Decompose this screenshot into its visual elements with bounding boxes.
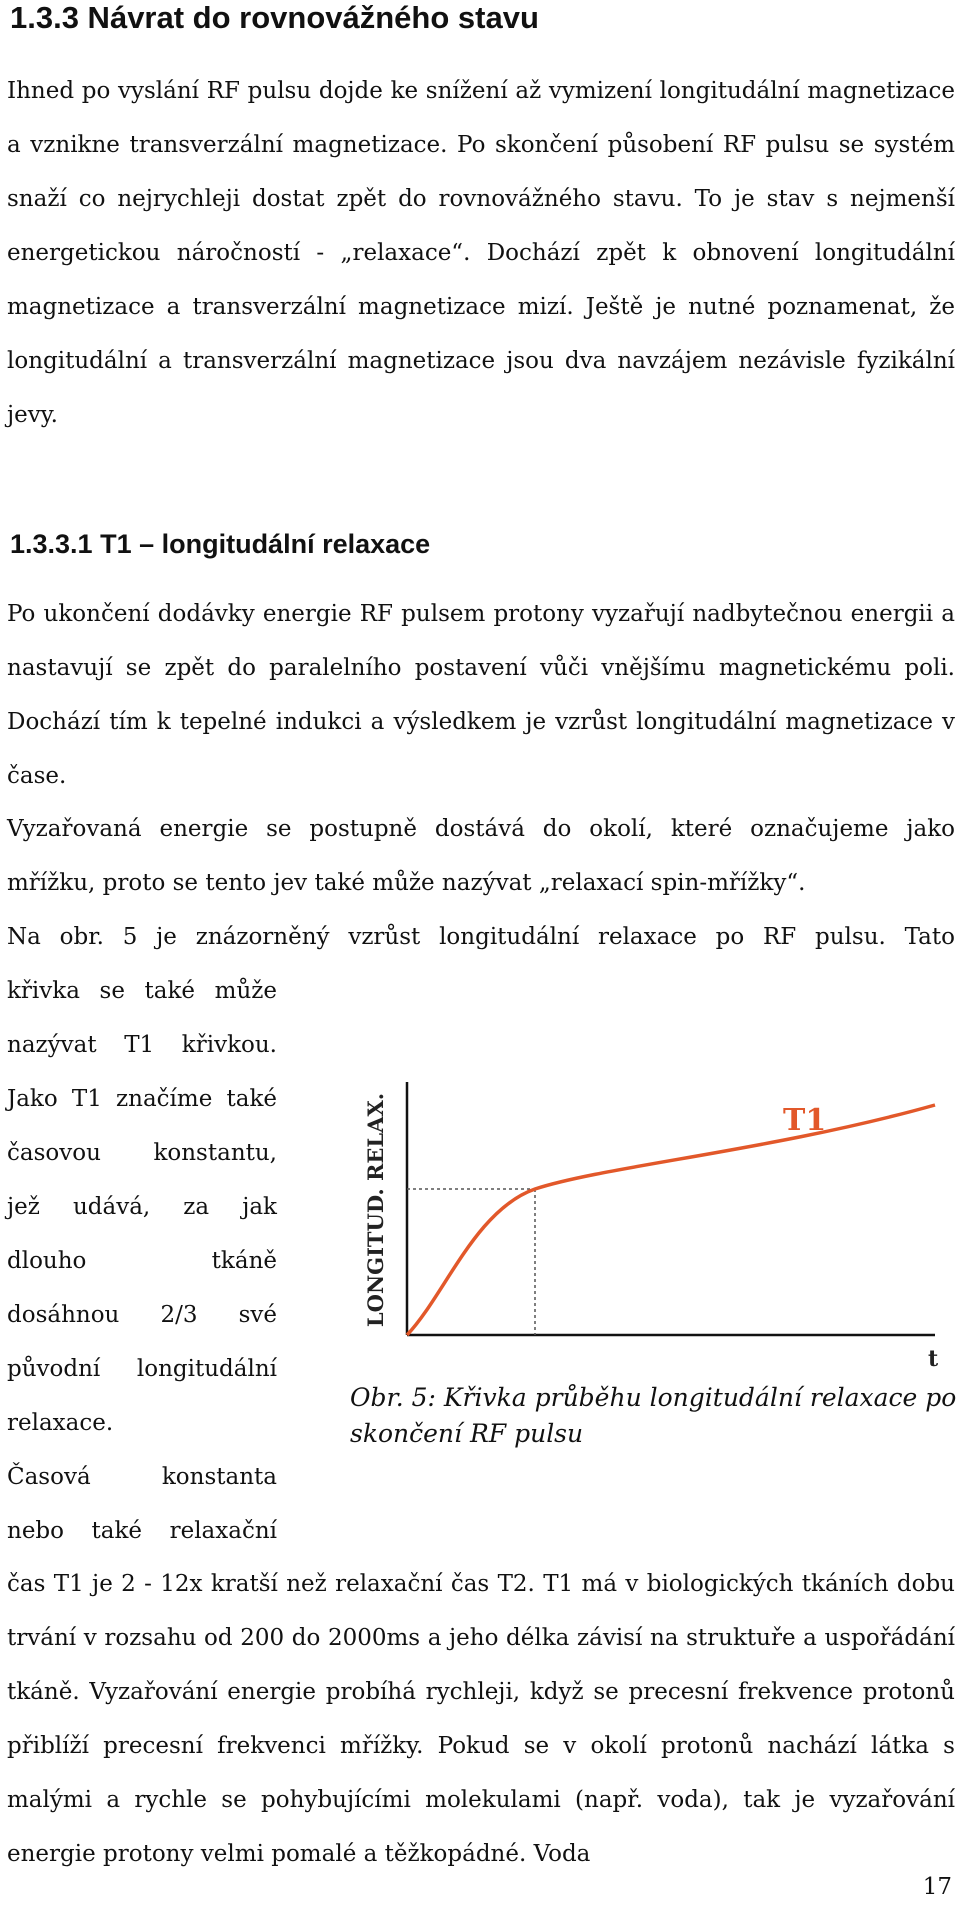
t1-relaxation-figure xyxy=(355,1070,955,1370)
curve-label: T1 xyxy=(783,1103,827,1138)
t1-curve xyxy=(407,1105,935,1335)
wrap-line: relaxace. xyxy=(7,1410,114,1436)
y-axis-label: LONGITUD. RELAX. xyxy=(363,1092,388,1328)
section-heading: 1.3.3 Návrat do rovnovážného stavu xyxy=(10,0,539,35)
wrap-line: původní longitudální xyxy=(7,1356,277,1382)
wrap-line: nebo také relaxační xyxy=(7,1518,277,1544)
wrap-line: křivka se také může xyxy=(7,978,277,1004)
wrap-line: dosáhnou 2/3 své xyxy=(7,1302,277,1328)
wrap-line: Jako T1 značíme také xyxy=(7,1086,277,1112)
wrap-line: dlouho tkáně xyxy=(7,1248,277,1274)
page-number: 17 xyxy=(922,1874,952,1900)
wrap-line: nazývat T1 křivkou. xyxy=(7,1032,277,1058)
paragraph-t1-duration: čas T1 je 2 - 12x kratší než relaxační čas T2. T1 má v biologických tkáních dobu trvání v rozsahu od 200 do 2000ms a jeho délka závisí na struktuře a uspořádání tkáně. Vyzařování energie probíhá rychleji, když se precesní frekvence protonů přiblíží precesní frekvenci mřížky. Pokud se v okolí protonů nachází látka s malými a rychle se pohybujícími molekulami (např. voda), tak je vyzařování energie protony velmi pomalé a těžkopádné. Voda xyxy=(7,1571,955,1867)
paragraph-figure-intro: Na obr. 5 je znázorněný vzrůst longitudální relaxace po RF pulsu. Tato xyxy=(7,924,955,950)
x-axis-label: t xyxy=(928,1346,939,1370)
paragraph-lattice: Vyzařovaná energie se postupně dostává do okolí, které označujeme jako mřížku, proto se tento jev také může nazývat „relaxací spin-mřížky“. xyxy=(7,816,955,896)
wrap-line: Časová konstanta xyxy=(7,1464,277,1490)
wrapped-text-column xyxy=(7,964,277,1558)
paragraph-t1-energy: Po ukončení dodávky energie RF pulsem protony vyzařují nadbytečnou energii a nastavují se zpět do paralelního postavení vůči vnějšímu magnetickému poli. Dochází tím k tepelné indukci a výsledkem je vzrůst longitudální magnetizace v čase. xyxy=(7,601,955,789)
wrap-line: jež udává, za jak xyxy=(7,1194,277,1220)
figure-caption: Obr. 5: Křivka průběhu longitudální relaxace po skončení RF pulsu xyxy=(350,1383,957,1448)
wrap-line: časovou konstantu, xyxy=(7,1140,277,1166)
subsection-heading: 1.3.3.1 T1 – longitudální relaxace xyxy=(10,529,431,559)
paragraph-intro: Ihned po vyslání RF pulsu dojde ke snížení až vymizení longitudální magnetizace a vznikne transverzální magnetizace. Po skončení působení RF pulsu se systém snaží co nejrychleji dostat zpět do rovnovážného stavu. To je stav s nejmenší energetickou náročností - „relaxace“. Dochází zpět k obnovení longitudální magnetizace a transverzální magnetizace mizí. Ještě je nutné poznamenat, že longitudální a transverzální magnetizace jsou dva navzájem nezávisle fyzikální jevy. xyxy=(7,78,955,428)
